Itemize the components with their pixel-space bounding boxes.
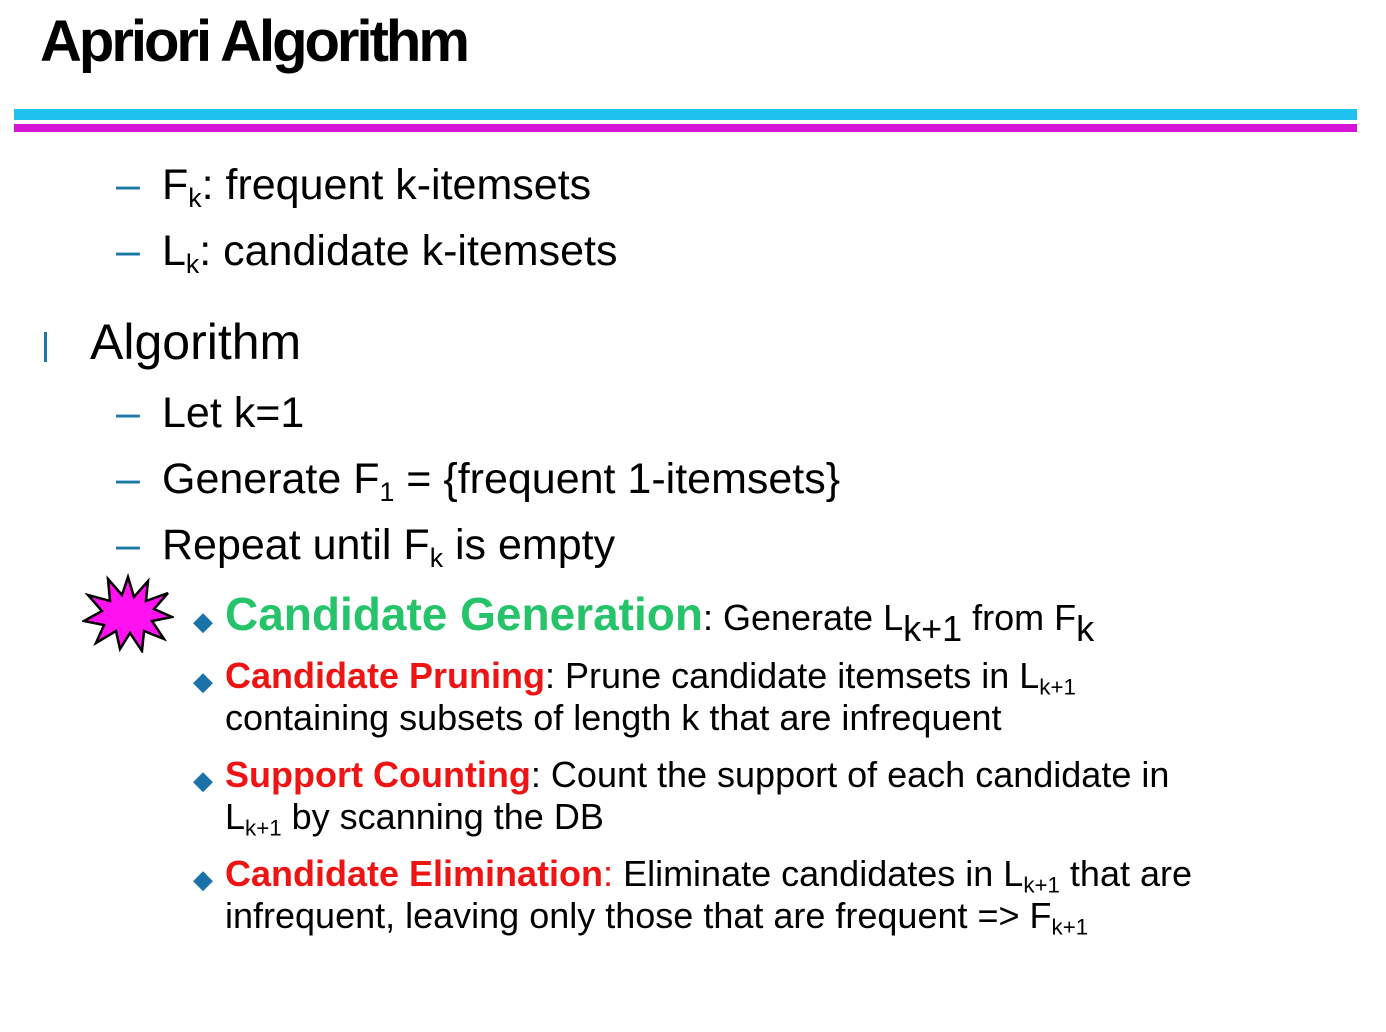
dash-bullet: – [116, 227, 140, 275]
level1-bullet-marker [44, 332, 47, 362]
starburst-icon [82, 573, 174, 653]
substep-line [225, 796, 1169, 841]
substep-text: from F [962, 597, 1077, 638]
subscript: 1 [379, 476, 395, 507]
substep-text: : Count the support of each candidate in [530, 754, 1170, 795]
step-text: = {frequent 1-itemsets} [394, 455, 841, 503]
step-text: Repeat until F [162, 521, 430, 569]
subscript: k+1 [1039, 674, 1076, 700]
subscript: k+1 [1023, 872, 1060, 898]
step-repeat [162, 521, 616, 573]
substep-text: L [225, 796, 246, 837]
definition-text: : candidate k-itemsets [199, 227, 618, 275]
diamond-icon: ◆ [193, 606, 213, 636]
substep-candidate-pruning [225, 655, 1076, 739]
symbol: F [162, 161, 189, 209]
substep-text: : Generate L [702, 597, 904, 638]
substep-heading: Candidate Generation [225, 588, 703, 640]
substep-colon: : [603, 853, 614, 894]
definition-lk [162, 227, 618, 279]
substep-line [225, 853, 1193, 898]
step-text: Generate F [162, 455, 380, 503]
substep-text: Eliminate candidates in L [613, 853, 1024, 894]
diamond-icon: ◆ [193, 864, 213, 894]
dash-bullet: – [116, 389, 140, 437]
substep-text: that are [1059, 853, 1193, 894]
diamond-icon: ◆ [193, 765, 213, 795]
subscript: k+1 [245, 815, 282, 841]
dash-bullet: – [116, 521, 140, 569]
substep-heading: Support Counting [225, 754, 531, 795]
title-rule-magenta [14, 124, 1357, 132]
slide-title: Apriori Algorithm [40, 9, 467, 74]
substep-line [225, 655, 1076, 700]
subscript: k [188, 182, 202, 213]
substep-heading: Candidate Elimination [225, 853, 604, 894]
substep-line: containing subsets of length k that are infrequent [225, 697, 1002, 738]
substep-candidate-elimination [225, 853, 1193, 940]
step-text: is empty [443, 521, 616, 569]
substep-text: infrequent, leaving only those that are frequent => F [225, 895, 1052, 936]
substep-line [225, 754, 1169, 796]
substep-line [225, 895, 1192, 940]
diamond-icon: ◆ [193, 666, 213, 696]
dash-bullet: – [116, 161, 140, 209]
symbol: L [162, 227, 186, 275]
subscript: k+1 [1051, 914, 1089, 940]
substep-text: : Prune candidate itemsets in L [545, 655, 1040, 696]
substep-support-counting [225, 754, 1170, 841]
dash-bullet: – [116, 455, 140, 503]
subscript: k+1 [903, 607, 963, 649]
subscript: k [1076, 607, 1095, 649]
step-let-k: Let k=1 [162, 389, 305, 437]
substep-candidate-generation [225, 587, 1095, 649]
algorithm-heading: Algorithm [90, 314, 302, 370]
substep-text: by scanning the DB [281, 796, 604, 837]
definition-text: : frequent k-itemsets [201, 161, 592, 209]
subscript: k [185, 248, 200, 279]
subscript: k [429, 542, 444, 573]
step-generate-f1 [162, 455, 841, 507]
substep-heading: Candidate Pruning [225, 655, 546, 696]
definition-fk [162, 161, 592, 213]
title-rule-cyan [14, 109, 1357, 120]
